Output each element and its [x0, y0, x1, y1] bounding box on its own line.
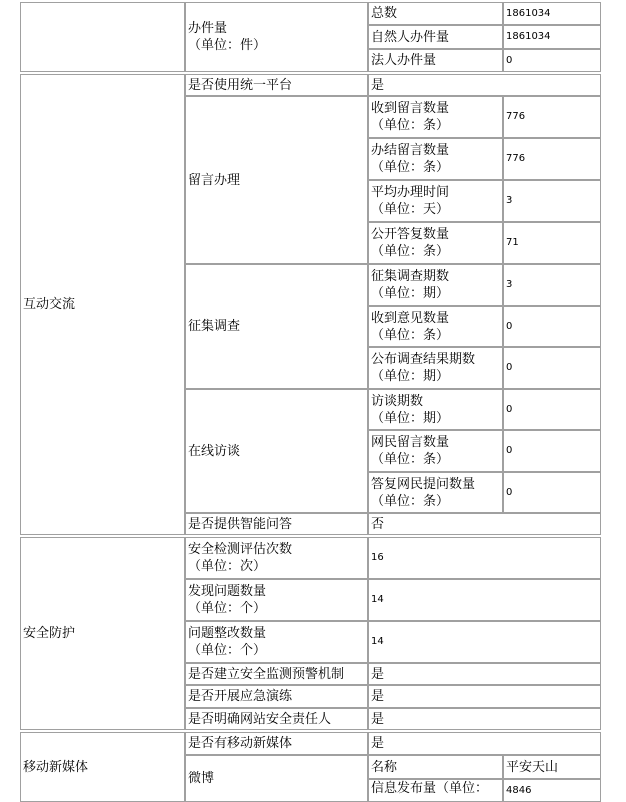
survey-periods-value: 3: [503, 264, 601, 306]
platform-label: 是否使用统一平台: [185, 74, 368, 96]
interview-msgs-value: 0: [503, 430, 601, 472]
interview-label: 在线访谈: [185, 389, 368, 513]
weibo-label: 微博: [185, 755, 368, 802]
survey-periods-label: 征集调查期数 （单位：期）: [368, 264, 503, 306]
banjian-label: 办件量 （单位：件）: [185, 2, 368, 72]
has-mobile-label: 是否有移动新媒体: [185, 732, 368, 755]
platform-value: 是: [368, 74, 601, 96]
section-security: 安全防护: [20, 537, 185, 730]
monitor-label: 是否建立安全监测预警机制: [185, 663, 368, 685]
survey-opinions-value: 0: [503, 306, 601, 347]
natural-value: 1861034: [503, 25, 601, 49]
weibo-name-value: 平安天山: [503, 755, 601, 779]
qa-value: 否: [368, 513, 601, 535]
drill-label: 是否开展应急演练: [185, 685, 368, 708]
interview-replies-value: 0: [503, 472, 601, 513]
msg-public-value: 71: [503, 222, 601, 264]
fixed-value: 14: [368, 621, 601, 663]
survey-results-label: 公布调查结果期数 （单位：期）: [368, 347, 503, 389]
survey-results-value: 0: [503, 347, 601, 389]
issues-value: 14: [368, 579, 601, 621]
checks-value: 16: [368, 537, 601, 579]
interview-periods-label: 访谈期数 （单位：期）: [368, 389, 503, 430]
section-mobile: 移动新媒体: [20, 732, 185, 802]
owner-label: 是否明确网站安全责任人: [185, 708, 368, 730]
issues-label: 发现问题数量 （单位：个）: [185, 579, 368, 621]
msg-done-label: 办结留言数量 （单位：条）: [368, 138, 503, 180]
survey-opinions-label: 收到意见数量 （单位：条）: [368, 306, 503, 347]
msg-avg-label: 平均办理时间 （单位：天）: [368, 180, 503, 222]
interview-msgs-label: 网民留言数量 （单位：条）: [368, 430, 503, 472]
msg-label: 留言办理: [185, 96, 368, 264]
msg-received-label: 收到留言数量 （单位：条）: [368, 96, 503, 138]
msg-received-value: 776: [503, 96, 601, 138]
total-value: 1861034: [503, 2, 601, 25]
msg-done-value: 776: [503, 138, 601, 180]
has-mobile-value: 是: [368, 732, 601, 755]
section-interaction: 互动交流: [20, 74, 185, 535]
survey-label: 征集调查: [185, 264, 368, 389]
fixed-label: 问题整改数量 （单位：个）: [185, 621, 368, 663]
weibo-name-label: 名称: [368, 755, 503, 779]
owner-value: 是: [368, 708, 601, 730]
total-label: 总数: [368, 2, 503, 25]
checks-label: 安全检测评估次数 （单位：次）: [185, 537, 368, 579]
drill-value: 是: [368, 685, 601, 708]
interview-replies-label: 答复网民提问数量 （单位：条）: [368, 472, 503, 513]
weibo-posts-value: 4846: [503, 779, 601, 802]
msg-avg-value: 3: [503, 180, 601, 222]
msg-public-label: 公开答复数量 （单位：条）: [368, 222, 503, 264]
legal-label: 法人办件量: [368, 49, 503, 72]
weibo-posts-label: 信息发布量（单位：: [368, 779, 503, 802]
natural-label: 自然人办件量: [368, 25, 503, 49]
category-cell-empty: [20, 2, 185, 72]
qa-label: 是否提供智能问答: [185, 513, 368, 535]
interview-periods-value: 0: [503, 389, 601, 430]
legal-value: 0: [503, 49, 601, 72]
monitor-value: 是: [368, 663, 601, 685]
